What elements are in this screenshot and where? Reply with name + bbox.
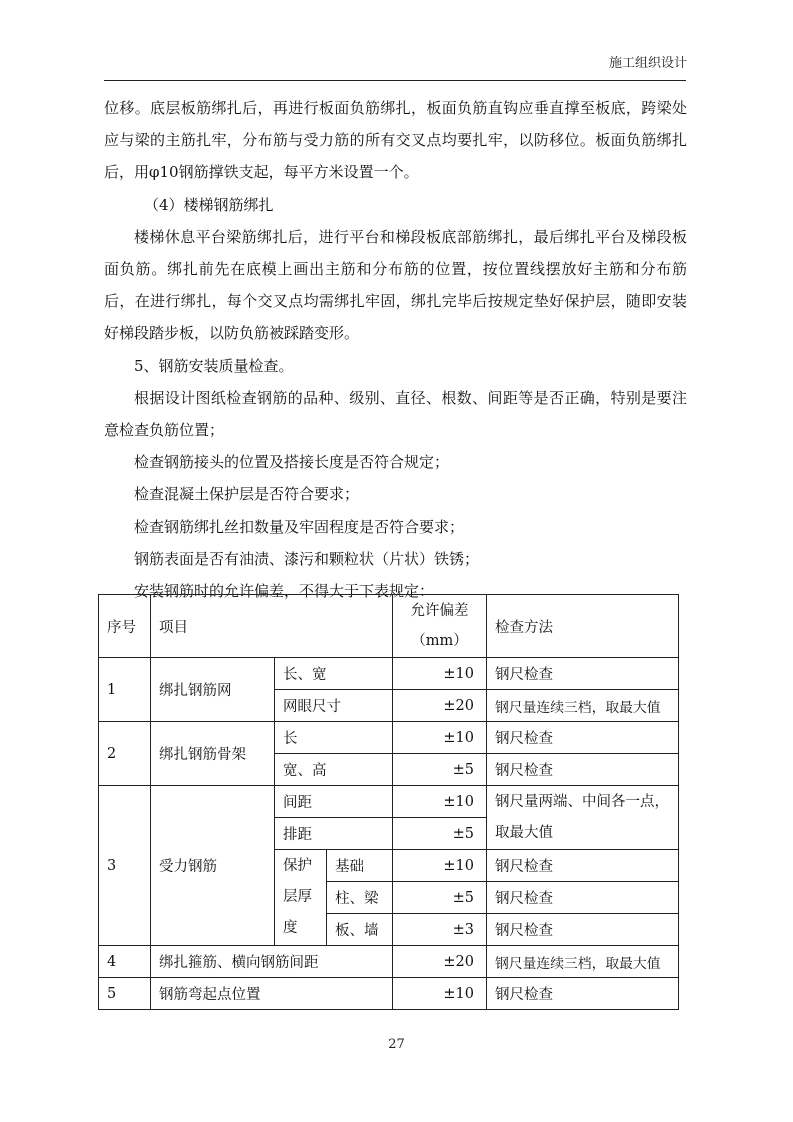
row-index: 3 (99, 786, 151, 946)
row-tolerance: ±5 (393, 882, 487, 914)
paragraph: 安装钢筋时的允许偏差，不得大于下表规定： (134, 582, 435, 601)
tolerance-table (98, 594, 679, 1010)
row-method: 钢尺检查 (487, 914, 679, 946)
row-tolerance: ±10 (393, 658, 487, 690)
paragraph: 检查钢筋绑扎丝扣数量及牢固程度是否符合要求； (134, 517, 465, 536)
page-number: 27 (388, 1037, 405, 1052)
row-index: 2 (99, 722, 151, 786)
table-row (99, 978, 679, 1010)
header-tolerance (393, 595, 487, 658)
row-subitem: 长 (275, 722, 393, 754)
row-item: 受力钢筋 (151, 786, 275, 946)
row-tolerance: ±10 (393, 786, 487, 818)
row-index: 4 (99, 946, 151, 978)
row-method: 钢尺检查 (487, 658, 679, 690)
row-tolerance: ±10 (393, 978, 487, 1010)
row-index: 5 (99, 978, 151, 1010)
header-tolerance-line2: （mm） (411, 633, 468, 649)
paragraph: 钢筋表面是否有油渍、漆污和颗粒状（片状）铁锈； (134, 549, 480, 568)
row-tolerance: ±5 (393, 754, 487, 786)
row-subitem: 宽、高 (275, 754, 393, 786)
header-rule (104, 80, 686, 81)
row-method: 钢尺量连续三档，取最大值 (487, 946, 679, 978)
row-tolerance: ±5 (393, 818, 487, 850)
row-method: 钢尺检查 (487, 754, 679, 786)
running-header: 施工组织设计 (608, 56, 687, 71)
row-method: 钢尺量连续三档，取最大值 (487, 690, 679, 722)
paragraph: 楼梯休息平台梁筋绑扎后，进行平台和梯段板底部筋绑扎，最后绑扎平台及梯段板面负筋。绑扎前先在底模上画出主筋和分布筋的位置，按位置线摆放好主筋和分布筋后，在进行绑扎，每个交叉点均需绑扎牢固，绑扎完毕后按规定垫好保护层，随即安装好梯段踏步板，以防负筋被踩踏变形。 (104, 227, 687, 343)
row-item: 绑扎钢筋骨架 (151, 722, 275, 786)
body-text (104, 92, 687, 607)
row-subitem: 排距 (275, 818, 393, 850)
cover-label: 保护层厚度 (275, 850, 327, 946)
row-index: 1 (99, 658, 151, 722)
row-subitem: 基础 (327, 850, 393, 882)
row-subitem: 网眼尺寸 (275, 690, 393, 722)
row-method: 钢尺检查 (487, 850, 679, 882)
row-tolerance: ±20 (393, 946, 487, 978)
paragraph: 根据设计图纸检查钢筋的品种、级别、直径、根数、间距等是否正确，特别是要注意检查负筋位置； (104, 388, 687, 440)
row-tolerance: ±10 (393, 850, 487, 882)
paragraph: 检查混凝土保护层是否符合要求； (134, 485, 360, 504)
row-item: 绑扎箍筋、横向钢筋间距 (151, 946, 393, 978)
row-tolerance: ±20 (393, 690, 487, 722)
row-method: 钢尺检查 (487, 722, 679, 754)
table-row (99, 722, 679, 754)
row-item: 绑扎钢筋网 (151, 658, 275, 722)
table-header-row (99, 595, 679, 658)
subheading: （4）楼梯钢筋绑扎 (144, 195, 274, 214)
row-subitem: 板、墙 (327, 914, 393, 946)
header-method: 检查方法 (487, 595, 679, 658)
row-method: 钢尺量两端、中间各一点，取最大值 (487, 786, 679, 850)
paragraph: 位移。底层板筋绑扎后，再进行板面负筋绑扎，板面负筋直钩应垂直撑至板底，跨梁处应与梁的主筋扎牢，分布筋与受力筋的所有交叉点均要扎牢，以防移位。板面负筋绑扎后，用φ10钢筋撑铁支起，每平方米设置一个。 (104, 99, 687, 182)
table-row (99, 658, 679, 690)
paragraph: 检查钢筋接头的位置及搭接长度是否符合规定； (134, 453, 450, 472)
row-method: 钢尺检查 (487, 978, 679, 1010)
table-row (99, 946, 679, 978)
header-tolerance-line1: 允许偏差 (410, 603, 469, 619)
table-row (99, 786, 679, 818)
row-subitem: 柱、梁 (327, 882, 393, 914)
row-tolerance: ±10 (393, 722, 487, 754)
row-tolerance: ±3 (393, 914, 487, 946)
row-method: 钢尺检查 (487, 882, 679, 914)
row-subitem: 长、宽 (275, 658, 393, 690)
header-item: 项目 (151, 595, 393, 658)
header-index: 序号 (99, 595, 151, 658)
section-heading: 5、钢筋安装质量检查。 (134, 356, 294, 375)
row-item: 钢筋弯起点位置 (151, 978, 393, 1010)
row-subitem: 间距 (275, 786, 393, 818)
